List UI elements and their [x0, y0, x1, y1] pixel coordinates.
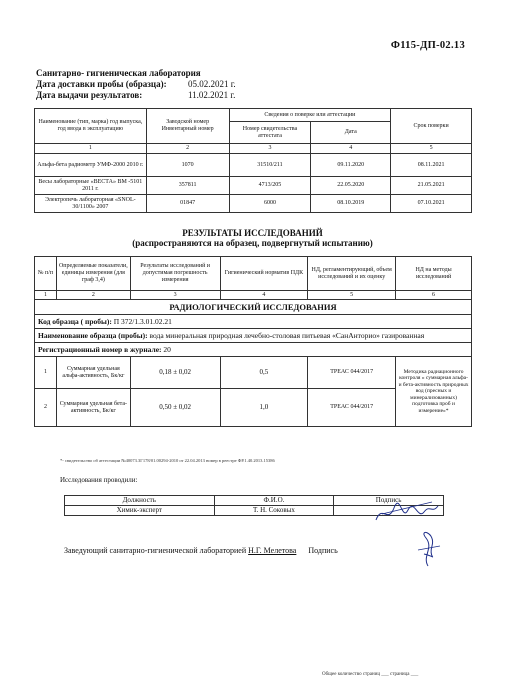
col-num: 4: [220, 291, 308, 300]
equipment-date: 08.10.2019: [311, 195, 391, 213]
col-num: 3: [130, 291, 220, 300]
col-num: 2: [56, 291, 130, 300]
results-header-nd-methods: НД на методы исследований: [396, 257, 472, 291]
equipment-name: Электропечь лабораторная «SNOL-30/1100» 2007: [35, 195, 147, 213]
equipment-name: Альфа-бета радиометр УМФ-2000 2010 г.: [35, 154, 147, 177]
equipment-serial: 01847: [146, 195, 229, 213]
sample-code: [35, 315, 472, 329]
equipment-term: 21.05.2021: [391, 177, 472, 195]
equipment-date: 22.05.2020: [311, 177, 391, 195]
equipment-date: 09.11.2020: [311, 154, 391, 177]
sample-name: [35, 329, 472, 343]
equipment-term: 07.10.2021: [391, 195, 472, 213]
col-num: 1: [35, 144, 147, 154]
footnote: *- свидетельство об аттестации №40073.3Г178/01.00294-2010 от 22.04.2013 номер в реестре ФР.1.40.2013.15386: [60, 458, 275, 463]
date-results-label: Дата выдачи результатов:: [36, 90, 143, 100]
head-line: [64, 546, 338, 555]
col-num: 5: [308, 291, 396, 300]
row-no: 2: [35, 389, 57, 427]
head-sign-label: Подпись: [308, 546, 338, 555]
table-row: [35, 154, 472, 177]
equipment-header-verification: Сведения о поверке или аттестации: [229, 109, 391, 122]
equipment-header-cert: Номер свидетельства аттестата: [229, 122, 311, 144]
row-result: 0,50 ± 0,02: [130, 389, 220, 427]
staff-header-position: Должность: [65, 496, 215, 506]
col-num: 5: [391, 144, 472, 154]
col-num: 1: [35, 291, 57, 300]
equipment-cert: 4713/205: [229, 177, 311, 195]
date-delivery-label: Дата доставки пробы (образца):: [36, 79, 167, 89]
row-no: 1: [35, 357, 57, 389]
results-header-nd-eval: НД, регламентирующий, объем исследований и их оценку: [308, 257, 396, 291]
table-row: [35, 357, 472, 389]
equipment-header-date: Дата: [311, 122, 391, 144]
staff-header-signature: Подпись: [334, 496, 444, 506]
equipment-header-serial: Заводской номер Инвентарный номер: [146, 109, 229, 144]
equipment-table: [34, 108, 472, 213]
row-norm: 0,5: [220, 357, 308, 389]
equipment-cert: 6000: [229, 195, 311, 213]
row-nd: ТРЕАС 044/2017: [308, 389, 396, 427]
staff-header-name: Ф.И.О.: [214, 496, 334, 506]
equipment-term: 08.11.2021: [391, 154, 472, 177]
equipment-header-term: Срок поверки: [391, 109, 472, 144]
staff-name: Т. Н. Соковых: [214, 506, 334, 516]
journal-label: Регистрационный номер в журнале:: [38, 345, 162, 354]
equipment-cert: 31510/211: [229, 154, 311, 177]
equipment-header-name: Наименование (тип, марка) год выпуска, год ввода в эксплуатацию: [35, 109, 147, 144]
results-title: РЕЗУЛЬТАТЫ ИССЛЕДОВАНИЙ: [182, 228, 323, 238]
head-signature-image: [414, 528, 444, 570]
conducted-label: Исследования проводили:: [60, 476, 138, 484]
date-delivery-value: 05.02.2021 г.: [188, 79, 236, 89]
table-row: [35, 195, 472, 213]
results-header-norm: Гигиенический норматив ПДК: [220, 257, 308, 291]
staff-position: Химик-эксперт: [65, 506, 215, 516]
row-indicator: Суммарная удельная бета-активность, Бк/кг: [56, 389, 130, 427]
row-indicator: Суммарная удельная альфа-активность, Бк/кг: [56, 357, 130, 389]
equipment-serial: 1070: [146, 154, 229, 177]
col-num: 6: [396, 291, 472, 300]
lab-title: Санитарно- гигиеническая лаборатория: [36, 68, 201, 78]
table-row: [35, 177, 472, 195]
form-code: Ф115-ДП-02.13: [390, 40, 465, 51]
col-num: 4: [311, 144, 391, 154]
col-num: 3: [229, 144, 311, 154]
results-header-no: № п/п: [35, 257, 57, 291]
row-nd: ТРЕАС 044/2017: [308, 357, 396, 389]
results-header-indicators: Определяемые показатели, единицы измерения (для граф 3,4): [56, 257, 130, 291]
results-subtitle: (распространяются на образец, подвергнутый испытанию): [132, 238, 373, 248]
sample-name-label: Наименование образца (пробы):: [38, 331, 148, 340]
section-title: РАДИОЛОГИЧЕСКИЙ ИССЛЕДОВАНИЯ: [35, 300, 472, 315]
journal-number: [35, 343, 472, 357]
sample-name-value: вода минеральная природная лечебно-столовая питьевая «СанАнторио» газированная: [149, 331, 425, 340]
equipment-name: Весы лабораторные «ВЕСТА» ВМ -5101 2011 г.: [35, 177, 147, 195]
sample-code-label: Код образца ( пробы):: [38, 317, 112, 326]
lab-header: [36, 68, 236, 101]
results-heading: [0, 228, 505, 248]
method-cell: Методика радиационного контроля « суммарная альфа- и бета-активность природных вод (пресных и минерализованных) подготовка проб и измерение»*: [396, 357, 472, 427]
sample-code-value: П 372/1.3.01.02.21: [113, 317, 172, 326]
equipment-serial: 357811: [146, 177, 229, 195]
head-label: Заведующий санитарно-гигиенической лабораторией: [64, 546, 247, 555]
row-norm: 1,0: [220, 389, 308, 427]
page-count: Общее количество страниц ___ страница ___: [322, 672, 419, 677]
results-header-results: Результаты исследований и допустимая погрешность измерения: [130, 257, 220, 291]
journal-value: 20: [163, 345, 171, 354]
head-name: Н.Г. Мелетова: [248, 546, 297, 555]
row-result: 0,18 ± 0,02: [130, 357, 220, 389]
signature-image: [372, 494, 442, 528]
col-num: 2: [146, 144, 229, 154]
date-results-value: 11.02.2021 г.: [188, 90, 236, 100]
results-table: [34, 256, 472, 427]
